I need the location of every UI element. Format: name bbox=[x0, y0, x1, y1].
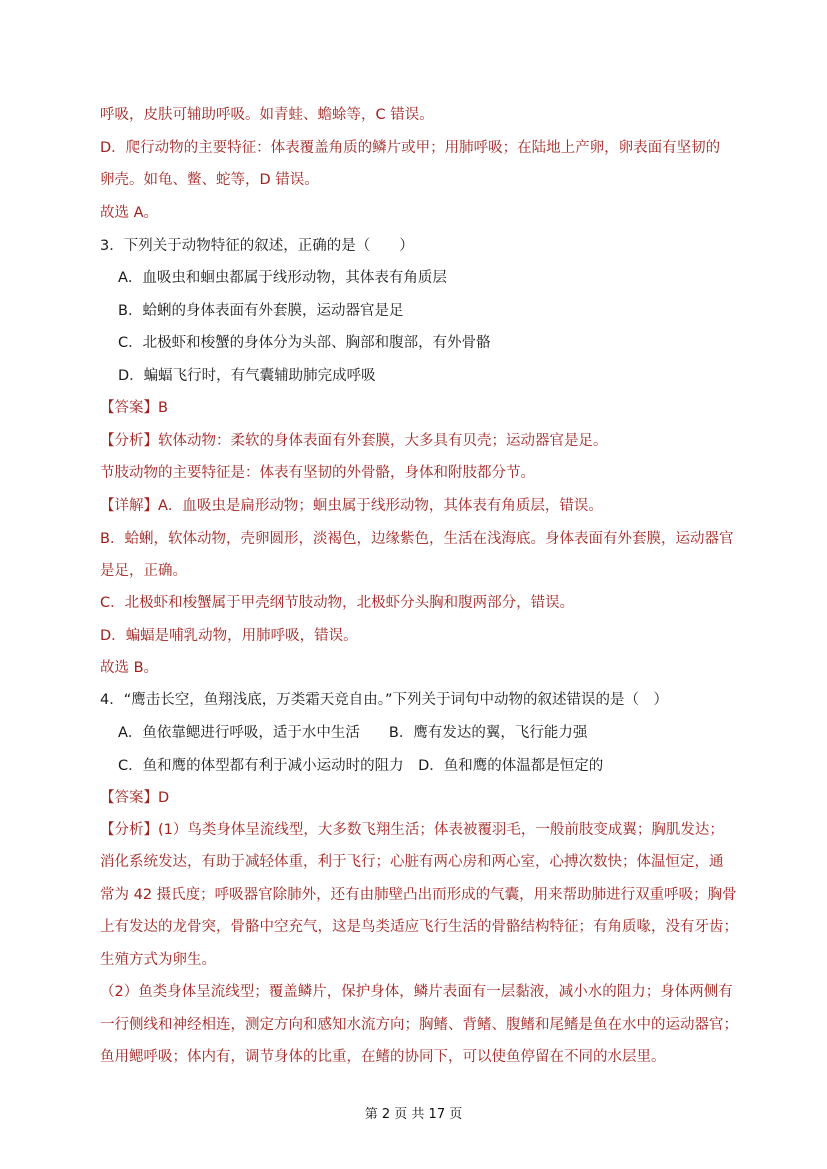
q3-detail-1: 【详解】A．血吸虫是扁形动物；蛔虫属于线形动物，其体表有角质层，错误。 bbox=[100, 498, 603, 514]
q4-analysis-1: 【分析】(1）鸟类身体呈流线型，大多数飞翔生活；体表被覆羽毛，一般前肢变成翼；胸肌发达； bbox=[100, 822, 724, 838]
q4-analysis-8: 鱼用鳃呼吸；体内有，调节身体的比重，在鳍的协同下，可以使鱼停留在不同的水层里。 bbox=[100, 1049, 666, 1065]
q3-detail-2: B．蛤蜊，软体动物，壳卵圆形，淡褐色，边缘紫色，生活在浅海底。身体表面有外套膜，运动器官 bbox=[100, 531, 734, 547]
q3-option-b: B．蛤蜊的身体表面有外套膜，运动器官是足 bbox=[118, 303, 404, 319]
q4-analysis-7: 一行侧线和神经相连，测定方向和感知水流方向；胸鳍、背鳍、腹鳍和尾鳍是鱼在水中的运动器官； bbox=[100, 1017, 738, 1033]
q3-detail-5: D．蝙蝠是哺乳动物，用肺呼吸，错误。 bbox=[100, 628, 358, 644]
q4-analysis-3: 常为 42 摄氏度；呼吸器官除肺外，还有由肺壁凸出而形成的气囊，用来帮助肺进行双重呼吸；胸骨 bbox=[100, 887, 737, 903]
q4-options-cd: C．鱼和鹰的体型都有利于减小运动时的阻力 D．鱼和鹰的体温都是恒定的 bbox=[118, 758, 604, 774]
q3-analysis-1: 【分析】软体动物：柔软的身体表面有外套膜，大多具有贝壳；运动器官是足。 bbox=[100, 433, 608, 449]
q3-analysis-2: 节肢动物的主要特征是：体表有坚韧的外骨骼，身体和附肢都分节。 bbox=[100, 465, 535, 481]
text-line-3: 卵壳。如龟、鳖、蛇等，D 错误。 bbox=[100, 172, 319, 188]
page-number: 第 2 页 共 17 页 bbox=[364, 1107, 463, 1122]
q4-options-ab: A．鱼依靠鳃进行呼吸，适于水中生活 B．鹰有发达的翼，飞行能力强 bbox=[118, 725, 588, 741]
q3-answer: 【答案】B bbox=[100, 400, 168, 416]
q4-analysis-6: （2）鱼类身体呈流线型；覆盖鳞片，保护身体，鳞片表面有一层黏液，减小水的阻力；身体两侧有 bbox=[100, 984, 733, 1000]
text-line-1: 呼吸，皮肤可辅助呼吸。如青蛙、蟾蜍等，C 错误。 bbox=[100, 107, 434, 123]
question-3: 3．下列关于动物特征的叙述，正确的是（ ） bbox=[100, 238, 414, 254]
text-line-2: D．爬行动物的主要特征：体表覆盖角质的鳞片或甲；用肺呼吸；在陆地上产卵，卵表面有坚韧的 bbox=[100, 140, 721, 156]
q3-conclusion: 故选 B。 bbox=[100, 660, 159, 676]
question-4: 4．“鹰击长空，鱼翔浅底，万类霜天竞自由。”下列关于词句中动物的叙述错误的是（ ） bbox=[100, 692, 668, 708]
q4-analysis-4: 上有发达的龙骨突，骨骼中空充气，这是鸟类适应飞行生活的骨骼结构特征；有角质喙，没有牙齿； bbox=[100, 919, 738, 935]
q3-option-c: C．北极虾和梭蟹的身体分为头部、胸部和腹部，有外骨骼 bbox=[118, 335, 491, 351]
text-line-4: 故选 A。 bbox=[100, 205, 159, 221]
q4-analysis-5: 生殖方式为卵生。 bbox=[100, 952, 216, 968]
q3-option-a: A．血吸虫和蛔虫都属于线形动物，其体表有角质层 bbox=[118, 270, 447, 286]
q3-detail-4: C．北极虾和梭蟹属于甲壳纲节肢动物，北极虾分头胸和腹两部分，错误。 bbox=[100, 595, 575, 611]
q4-answer: 【答案】D bbox=[100, 790, 170, 806]
q3-option-d: D．蝙蝠飞行时，有气囊辅助肺完成呼吸 bbox=[118, 368, 376, 384]
q4-analysis-2: 消化系统发达，有助于减轻体重，利于飞行；心脏有两心房和两心室，心搏次数快；体温恒定，通 bbox=[100, 854, 724, 870]
q3-detail-3: 是足，正确。 bbox=[100, 563, 187, 579]
